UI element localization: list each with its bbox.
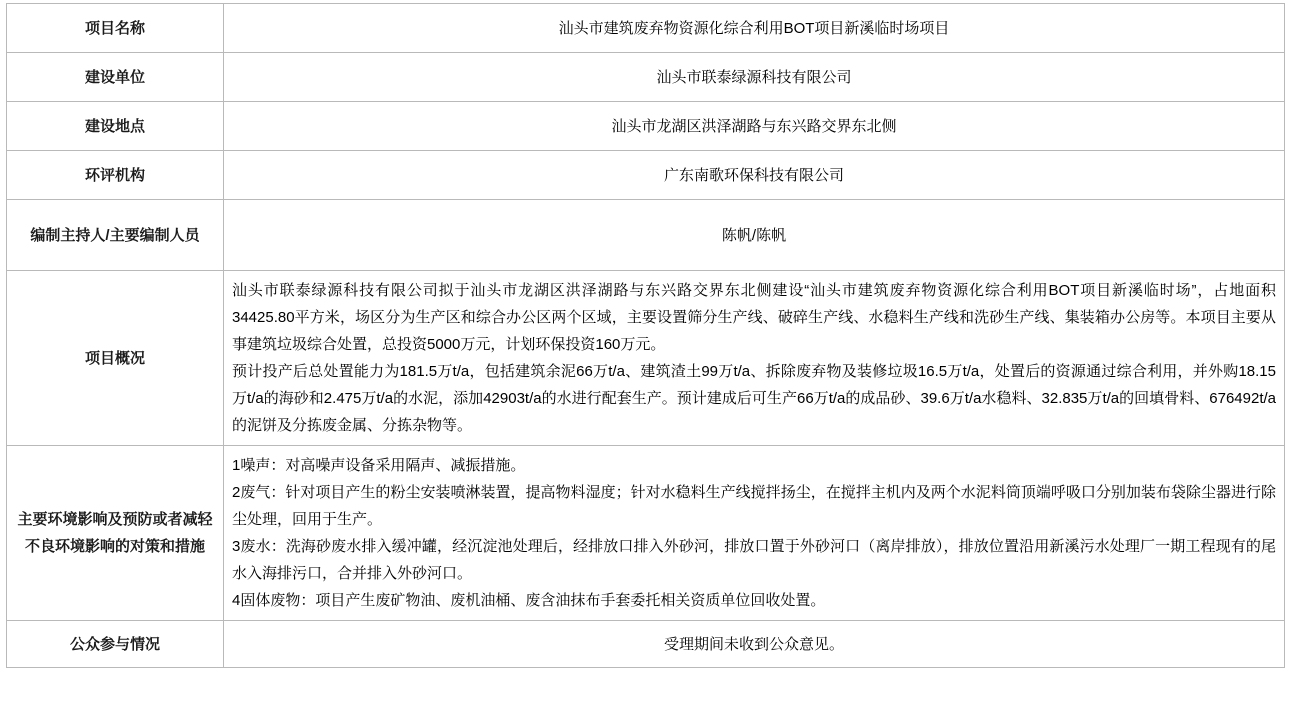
row-label-project-overview: 项目概况	[7, 271, 224, 446]
measures-paragraph-2: 2废气：针对项目产生的粉尘安装喷淋装置，提高物料湿度；针对水稳料生产线搅拌扬尘，在搅拌主机内及两个水泥料筒顶端呼吸口分别加装布袋除尘器进行除尘处理，回用于生产。	[232, 484, 1276, 528]
row-label-environmental-measures: 主要环境影响及预防或者减轻不良环境影响的对策和措施	[7, 446, 224, 621]
row-value-project-overview	[224, 271, 1285, 446]
measures-paragraph-3: 3废水：洗海砂废水排入缓冲罐，经沉淀池处理后，经排放口排入外砂河，排放口置于外砂河口（离岸排放），排放位置沿用新溪污水处理厂一期工程现有的尾水入海排污口，合并排入外砂河口。	[232, 538, 1276, 582]
row-label-eia-organization: 环评机构	[7, 151, 224, 200]
overview-paragraph-2: 预计投产后总处置能力为181.5万t/a，包括建筑余泥66万t/a、建筑渣土99万t/a、拆除废弃物及装修垃圾16.5万t/a，处置后的资源通过综合利用，并外购18.15万t/a的海砂和2.475万t/a的水泥，添加42903t/a的水进行配套生产。预计建成后可生产66万t/a的成品砂、39.6万t/a水稳料、32.835万t/a的回填骨料、676492t/a的泥饼及分拣废金属、分拣杂物等。	[232, 363, 1276, 434]
overview-paragraph-1: 汕头市联泰绿源科技有限公司拟于汕头市龙湖区洪泽湖路与东兴路交界东北侧建设“汕头市建筑废弃物资源化综合利用BOT项目新溪临时场”，占地面积34425.80平方米，场区分为生产区和综合办公区两个区域，主要设置筛分生产线、破碎生产线、水稳料生产线和洗砂生产线、集装箱办公房等。本项目主要从事建筑垃圾综合处置，总投资5000万元，计划环保投资160万元。	[232, 282, 1276, 353]
measures-paragraph-1: 1噪声：对高噪声设备采用隔声、减振措施。	[232, 457, 526, 474]
row-label-project-name: 项目名称	[7, 4, 224, 53]
table-row	[7, 271, 1285, 446]
row-label-construction-site: 建设地点	[7, 102, 224, 151]
table-row	[7, 621, 1285, 668]
table-row	[7, 53, 1285, 102]
table-row	[7, 4, 1285, 53]
table-row	[7, 446, 1285, 621]
row-value-eia-organization: 广东南歌环保科技有限公司	[224, 151, 1285, 200]
row-value-environmental-measures	[224, 446, 1285, 621]
table-row	[7, 151, 1285, 200]
row-value-project-name: 汕头市建筑废弃物资源化综合利用BOT项目新溪临时场项目	[224, 4, 1285, 53]
row-value-construction-unit: 汕头市联泰绿源科技有限公司	[224, 53, 1285, 102]
row-label-chief-compiler: 编制主持人/主要编制人员	[7, 200, 224, 271]
table-row	[7, 200, 1285, 271]
row-value-construction-site: 汕头市龙湖区洪泽湖路与东兴路交界东北侧	[224, 102, 1285, 151]
row-value-public-participation: 受理期间未收到公众意见。	[224, 621, 1285, 668]
table-row	[7, 102, 1285, 151]
row-label-public-participation: 公众参与情况	[7, 621, 224, 668]
row-value-chief-compiler: 陈帆/陈帆	[224, 200, 1285, 271]
row-label-construction-unit: 建设单位	[7, 53, 224, 102]
measures-paragraph-4: 4固体废物：项目产生废矿物油、废机油桶、废含油抹布手套委托相关资质单位回收处置。	[232, 592, 826, 609]
project-info-table	[6, 3, 1285, 668]
